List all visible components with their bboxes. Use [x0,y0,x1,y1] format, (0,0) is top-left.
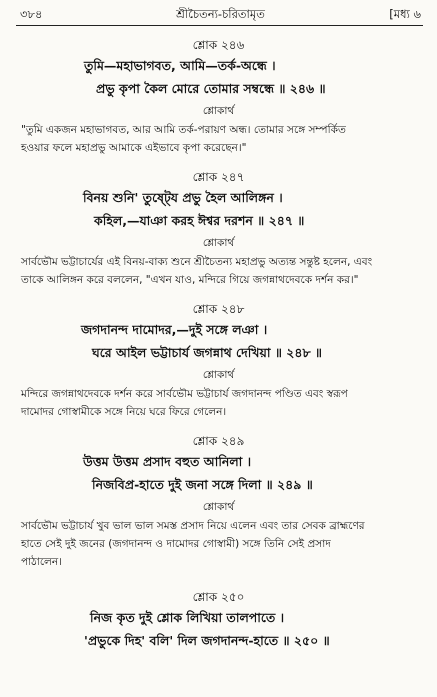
sloka-heading: শ্লোক ২৪৯ [192,434,245,448]
translation-line: "তুমি একজন মহাভাগবত, আর আমি তর্ক-পরায়ণ অন্ধ। তোমার সঙ্গে সম্পর্কিত [21,124,346,136]
sloka-heading: শ্লোক ২৪৭ [192,170,245,184]
verse-line: নিজ কৃত দুই শ্লোক লিখিয়া তালপাতে । [90,610,285,625]
verse-line: উত্তম উত্তম প্রসাদ বহুত আনিলা । [83,454,252,469]
translation-heading: শ্লোকার্থ [202,237,235,249]
verse-line: তুমি—মহাভাগবত, আমি—তর্ক-অন্ধে । [84,58,276,73]
sloka-heading: শ্লোক ২৪৬ [192,38,245,52]
verse-line: নিজবিপ্র-হাতে দুই জনা সঙ্গে দিলা ॥ ২৪৯ ॥ [92,477,313,492]
translation-heading: শ্লোকার্থ [202,369,235,381]
verse-line: প্রভু কৃপা কৈল মোরে তোমার সম্বন্ধে ॥ ২৪৬ ॥ [96,81,326,96]
translation-line: সার্বভৌম ভট্টাচার্যের এই বিনয়-বাক্য শুনে শ্রীচৈতন্য মহাপ্রভু অত্যন্ত সন্তুষ্ট হলেন, এবং [21,256,373,268]
page-header [20,6,421,24]
sloka-heading: শ্লোক ২৫০ [192,590,245,604]
verse-line: বিনয় শুনি' তুষ্টে্য প্রভু হৈল আলিঙ্গন । [83,190,283,205]
verse-line: জগদানন্দ দামোদর,—দুই সঙ্গে লঞা । [81,322,268,337]
translation-line: তাকে আলিঙ্গন করে বললেন, "এখন যাও, মন্দিরে গিয়ে জগন্নাথদেবকে দর্শন কর।" [21,274,359,286]
translation-line: মন্দিরে জগন্নাথদেবকে দর্শন করে সার্বভৌম ভট্টাচার্য জগদানন্দ পণ্ডিত এবং স্বরূপ [21,388,348,400]
chapter-label: [মধ্য ৬ [389,7,421,21]
translation-heading: শ্লোকার্থ [202,105,235,117]
translation-heading: শ্লোকার্থ [202,501,235,513]
verse-line: কহিল,—যাঞা করহ ঈশ্বর দরশন ॥ ২৪৭ ॥ [94,213,305,228]
verse-line: ঘরে আইল ভট্টাচার্য জগন্নাথ দেখিয়া ॥ ২৪৮ ॥ [92,345,323,360]
translation-line: পাঠালেন। [21,556,62,568]
verse-line: 'প্রভুকে দিহ' বলি' দিল জগদানন্দ-হাতে ॥ ২৫০ ॥ [84,633,330,648]
page-number: ৩৮৪ [20,7,43,21]
sloka-heading: শ্লোক ২৪৮ [192,302,245,316]
header-rule [16,25,423,26]
translation-line: দামোদর গোস্বামীকে সঙ্গে নিয়ে ঘরে ফিরে গেলেন। [21,406,227,418]
translation-line: সার্বভৌম ভট্টাচার্য খুব ভাল ভাল সমস্ত প্রসাদ নিয়ে এলেন এবং তার সেবক ব্রাহ্মণের [21,520,365,532]
translation-line: হওয়ার ফলে মহাপ্রভু আমাকে এইভাবে কৃপা করেছেন।" [21,142,247,154]
book-title: শ্রীচৈতন্য-চরিতামৃত [176,7,265,21]
translation-line: হাতে সেই দুই জনের (জগদানন্দ ও দামোদর গোস্বামী) সঙ্গে তিনি সেই প্রসাদ [21,538,331,550]
